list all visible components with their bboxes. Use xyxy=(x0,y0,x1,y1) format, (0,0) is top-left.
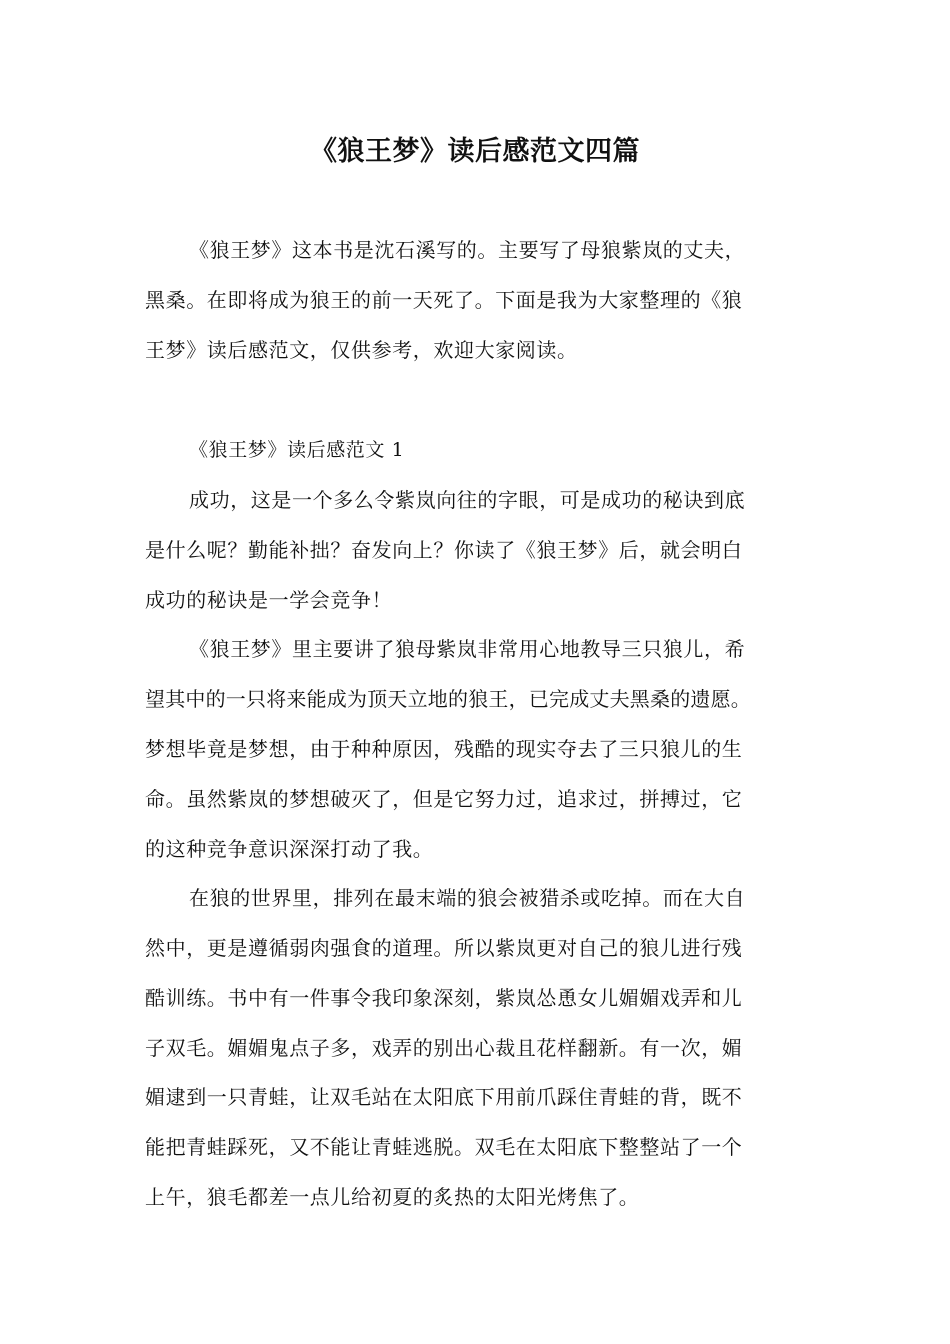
paragraph-line: 在狼的世界里，排列在最末端的狼会被猎杀或吃掉。而在大自 xyxy=(189,886,746,910)
paragraph-line: 的这种竞争意识深深打动了我。 xyxy=(145,837,434,861)
intro-line: 王梦》读后感范文，仅供参考，欢迎大家阅读。 xyxy=(145,338,578,362)
paragraph-line: 酷训练。书中有一件事令我印象深刻，紫岚怂恿女儿媚媚戏弄和儿 xyxy=(145,986,743,1010)
paragraph-line: 媚逮到一只青蛙，让双毛站在太阳底下用前爪踩住青蛙的背，既不 xyxy=(145,1085,743,1109)
paragraph-line: 子双毛。媚媚鬼点子多，戏弄的别出心裁且花样翻新。有一次，媚 xyxy=(145,1036,743,1060)
section-heading: 《狼王梦》读后感范文 1 xyxy=(189,439,405,461)
intro-line: 《狼王梦》这本书是沈石溪写的。主要写了母狼紫岚的丈夫， xyxy=(189,238,746,262)
paragraph-line: 望其中的一只将来能成为顶天立地的狼王，已完成丈夫黑桑的遗愿。 xyxy=(145,687,751,711)
paragraph-line: 成功的秘诀是一学会竞争！ xyxy=(145,588,393,612)
paragraph-line: 梦想毕竟是梦想，由于种种原因，残酷的现实夺去了三只狼儿的生 xyxy=(145,737,743,761)
paragraph-line: 成功，这是一个多么令紫岚向往的字眼，可是成功的秘诀到底 xyxy=(189,488,746,512)
intro-line: 黑桑。在即将成为狼王的前一天死了。下面是我为大家整理的《狼 xyxy=(145,288,743,312)
paragraph-line: 能把青蛙踩死，又不能让青蛙逃脱。双毛在太阳底下整整站了一个 xyxy=(145,1135,743,1159)
paragraph-line: 命。虽然紫岚的梦想破灭了，但是它努力过，追求过，拼搏过，它 xyxy=(145,787,743,811)
paragraph-line: 《狼王梦》里主要讲了狼母紫岚非常用心地教导三只狼儿，希 xyxy=(189,637,746,661)
paragraph-line: 然中，更是遵循弱肉强食的道理。所以紫岚更对自己的狼儿进行残 xyxy=(145,936,743,960)
paragraph-line: 上午，狼毛都差一点儿给初夏的炙热的太阳光烤焦了。 xyxy=(145,1185,640,1209)
page-title: 《狼王梦》读后感范文四篇 xyxy=(310,136,640,167)
paragraph-line: 是什么呢？勤能补拙？奋发向上？你读了《狼王梦》后，就会明白 xyxy=(145,538,743,562)
